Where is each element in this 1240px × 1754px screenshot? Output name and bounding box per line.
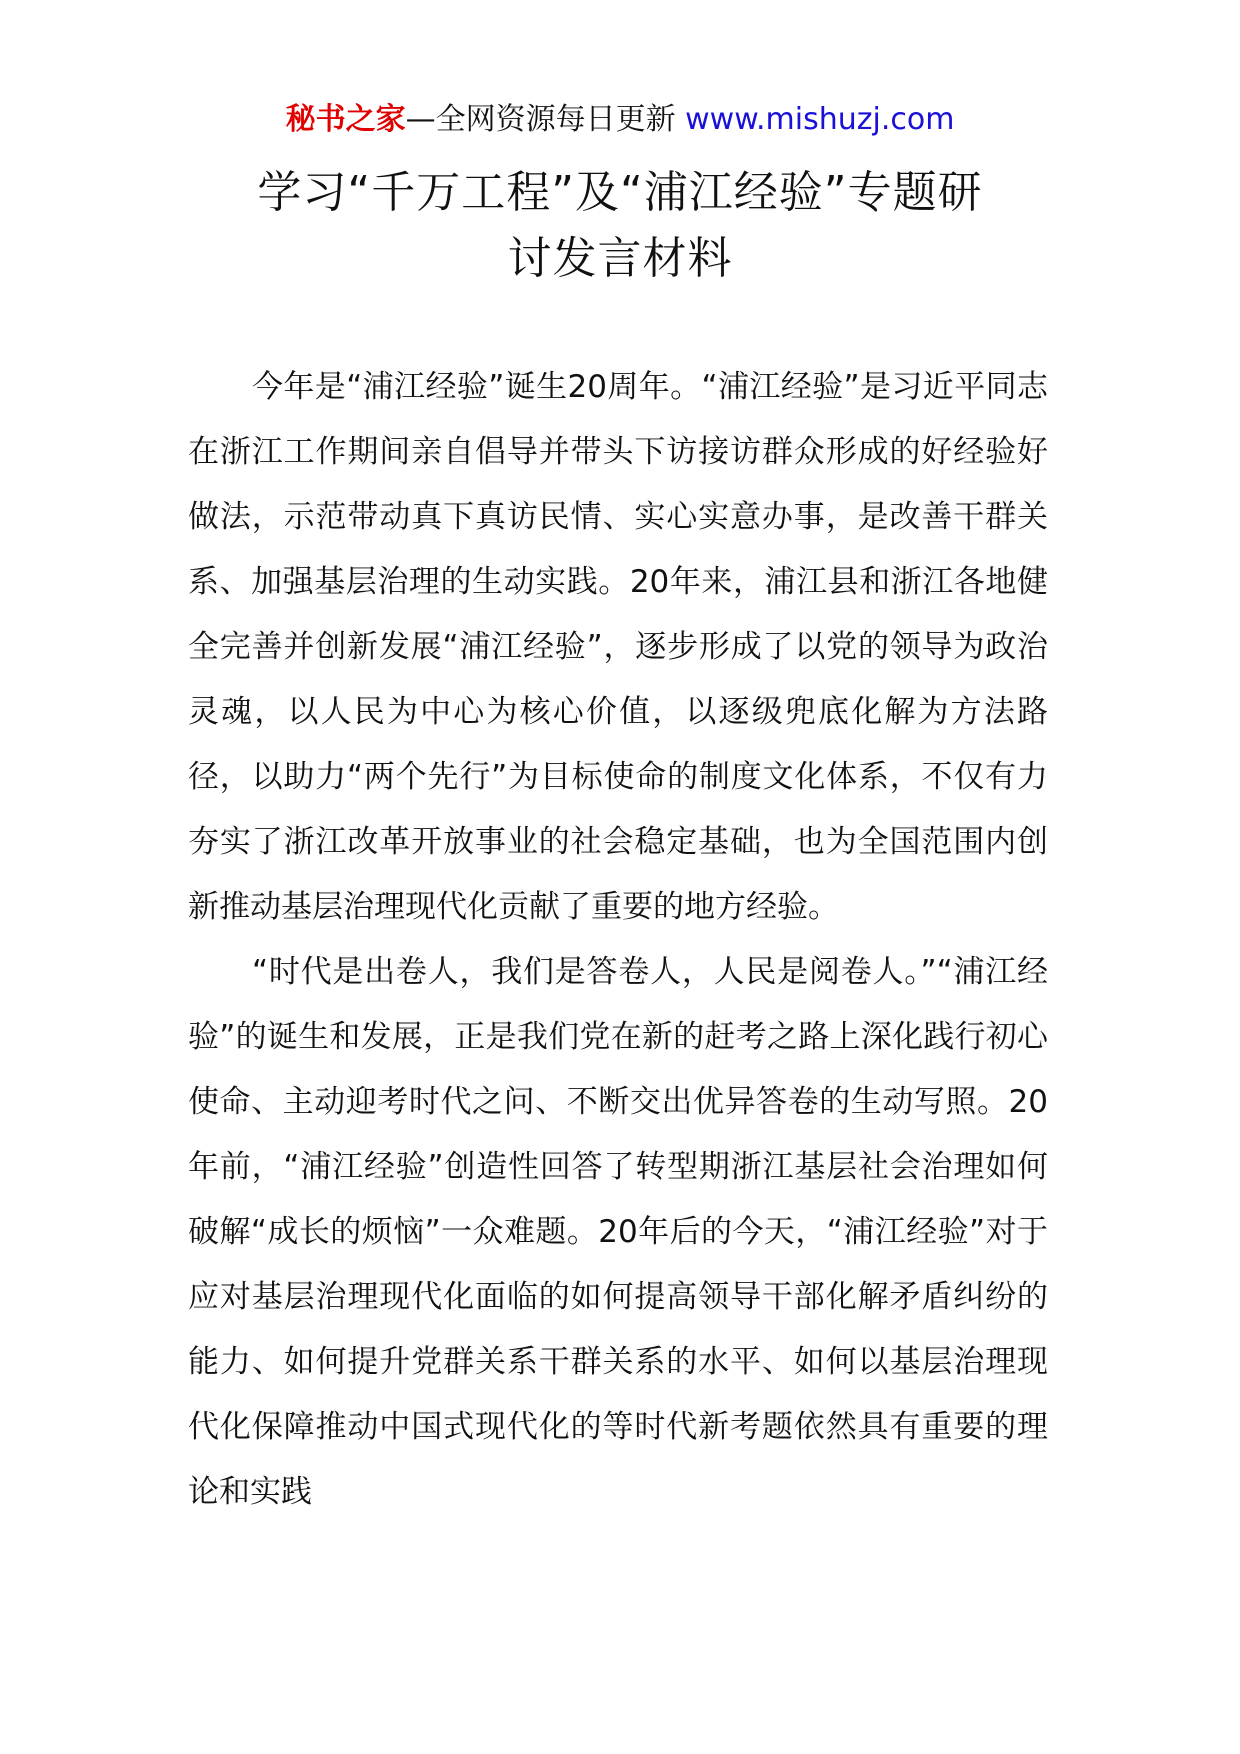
header-tagline: —全网资源每日更新 [405, 102, 676, 137]
document-title [190, 160, 1050, 292]
page-header [0, 100, 1240, 140]
website-link[interactable]: www.mishuzj.com [685, 102, 955, 137]
title-line-1: 学习“千万工程”及“浦江经验”专题研 [257, 167, 983, 218]
document-body [188, 355, 1048, 1525]
paragraph-2: “时代是出卷人，我们是答卷人，人民是阅卷人。”“浦江经验”的诞生和发展，正是我们党在新的赶考之路上深化践行初心使命、主动迎考时代之问、不断交出优异答卷的生动写照。20年前，“浦江经验”创造性回答了转型期浙江基层社会治理如何破解“成长的烦恼”一众难题。20年后的今天，“浦江经验”对于应对基层治理现代化面临的如何提高领导干部化解矛盾纠纷的能力、如何提升党群关系干群关系的水平、如何以基层治理现代化保障推动中国式现代化的等时代新考题依然具有重要的理论和实践 [188, 954, 1048, 1510]
brand-name: 秘书之家 [285, 102, 406, 137]
paragraph-1: 今年是“浦江经验”诞生20周年。“浦江经验”是习近平同志在浙江工作期间亲自倡导并带头下访接访群众形成的好经验好做法，示范带动真下真访民情、实心实意办事，是改善干群关系、加强基层治理的生动实践。20年来，浦江县和浙江各地健全完善并创新发展“浦江经验”，逐步形成了以党的领导为政治灵魂，以人民为中心为核心价值，以逐级兜底化解为方法路径，以助力“两个先行”为目标使命的制度文化体系，不仅有力夯实了浙江改革开放事业的社会稳定基础，也为全国范围内创新推动基层治理现代化贡献了重要的地方经验。 [188, 369, 1048, 925]
title-line-2: 讨发言材料 [507, 233, 733, 284]
